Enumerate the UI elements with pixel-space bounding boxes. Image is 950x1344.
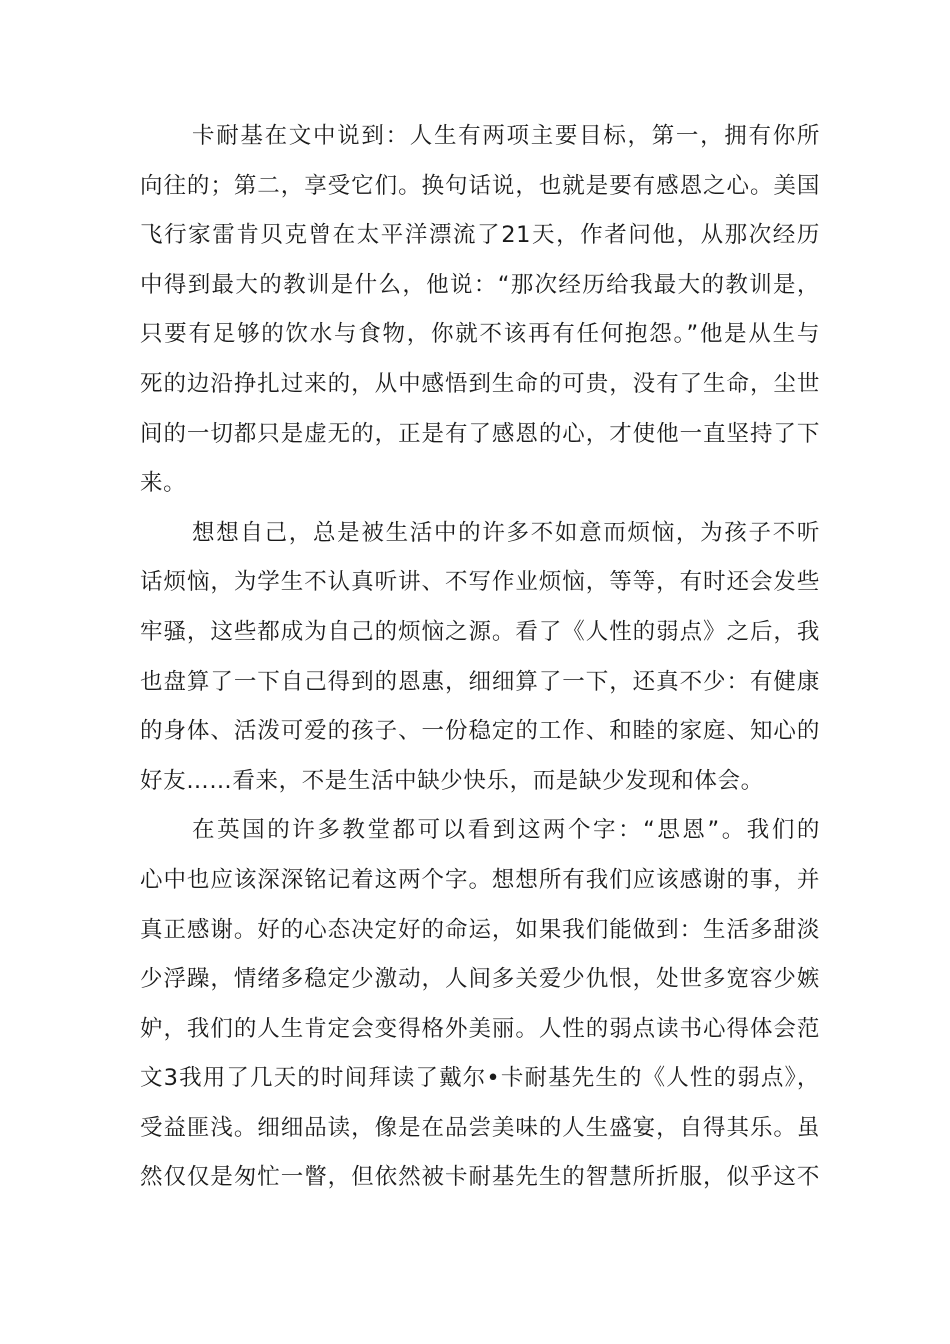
text-line: 想想自己，总是被生活中的许多不如意而烦恼，为孩子不听 xyxy=(192,519,820,546)
text-line: 卡耐基在文中说到：人生有两项主要目标，第一，拥有你所 xyxy=(192,123,820,149)
text-line: 文3我用了几天的时间拜读了戴尔•卡耐基先生的《人性的弱点》， xyxy=(140,1065,820,1092)
text-line: 然仅仅是匆忙一瞥，但依然被卡耐基先生的智慧所折服，似乎这不 xyxy=(140,1164,820,1191)
text-line: 好友……看来，不是生活中缺少快乐，而是缺少发现和体会。 xyxy=(140,767,764,794)
text-line: 向往的；第二，享受它们。换句话说，也就是要有感恩之心。美国 xyxy=(140,172,820,199)
text-line: 在英国的许多教堂都可以看到这两个字：“思恩”。我们的 xyxy=(192,817,820,844)
text-line: 间的一切都只是虚无的，正是有了感恩的心，才使他一直坚持了下 xyxy=(140,420,820,447)
paragraph-3 xyxy=(140,806,820,1203)
text-line: 受益匪浅。细细品读，像是在品尝美味的人生盛宴，自得其乐。虽 xyxy=(140,1114,820,1141)
text-line: 少浮躁，情绪多稳定少激动，人间多关爱少仇恨，处世多宽容少嫉 xyxy=(140,966,820,993)
paragraph-1 xyxy=(140,112,820,509)
text-line: 来。 xyxy=(140,470,187,497)
text-line: 也盘算了一下自己得到的恩惠，细细算了一下，还真不少：有健康 xyxy=(140,668,820,695)
text-line: 牢骚，这些都成为自己的烦恼之源。看了《人性的弱点》之后，我 xyxy=(140,618,820,645)
text-line: 飞行家雷肯贝克曾在太平洋漂流了21天，作者问他，从那次经历 xyxy=(140,222,820,249)
text-line: 妒，我们的人生肯定会变得格外美丽。人性的弱点读书心得体会范 xyxy=(140,1015,820,1042)
text-line: 中得到最大的教训是什么，他说：“那次经历给我最大的教训是， xyxy=(140,271,820,298)
text-line: 的身体、活泼可爱的孩子、一份稳定的工作、和睦的家庭、知心的 xyxy=(140,718,820,745)
text-line: 死的边沿挣扎过来的，从中感悟到生命的可贵，没有了生命，尘世 xyxy=(140,370,820,397)
text-line: 心中也应该深深铭记着这两个字。想想所有我们应该感谢的事，并 xyxy=(140,866,820,893)
text-line: 真正感谢。好的心态决定好的命运，如果我们能做到：生活多甜淡 xyxy=(140,916,820,943)
text-line: 只要有足够的饮水与食物，你就不该再有任何抱怨。”他是从生与 xyxy=(140,321,820,348)
text-line: 话烦恼，为学生不认真听讲、不写作业烦恼，等等，有时还会发些 xyxy=(140,569,820,596)
document-body xyxy=(140,112,820,1203)
paragraph-2 xyxy=(140,509,820,807)
